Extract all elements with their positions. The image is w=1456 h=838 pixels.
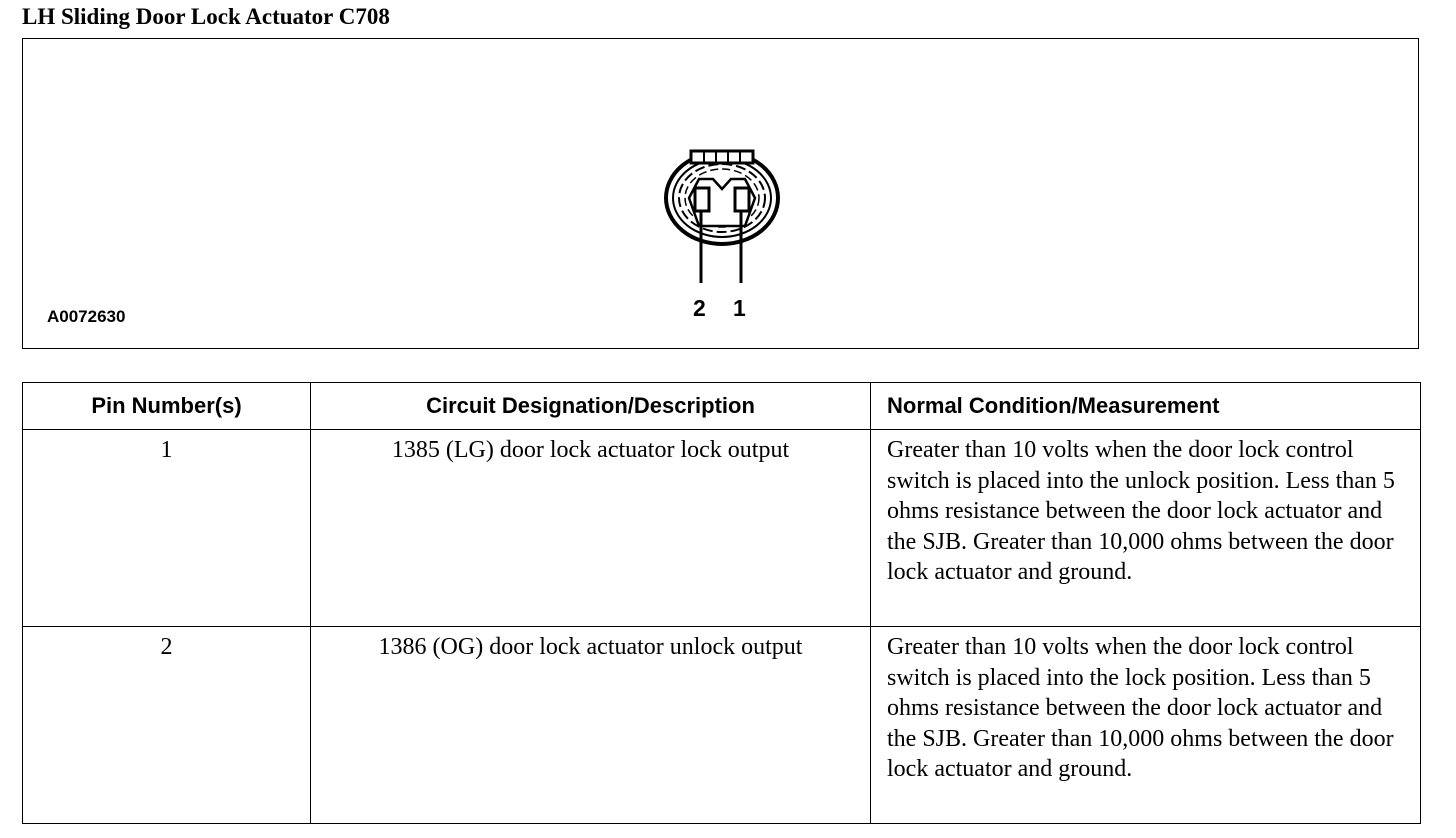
connector-figure — [22, 38, 1419, 349]
pinout-table — [22, 382, 1421, 824]
pin-cell: 2 — [23, 627, 311, 824]
table-header-row — [23, 383, 1421, 430]
table-row — [23, 430, 1421, 627]
header-pin: Pin Number(s) — [23, 383, 311, 430]
connector-c708-diagram — [23, 39, 1418, 348]
figure-id: A0072630 — [47, 307, 126, 326]
pin-cell: 1 — [23, 430, 311, 627]
header-circuit: Circuit Designation/Description — [311, 383, 871, 430]
header-condition: Normal Condition/Measurement — [871, 383, 1421, 430]
pin-label-1: 1 — [733, 295, 746, 321]
pin-label-2: 2 — [693, 295, 706, 321]
page-title: LH Sliding Door Lock Actuator C708 — [22, 4, 390, 29]
circuit-cell: 1385 (LG) door lock actuator lock output — [311, 430, 871, 627]
condition-cell: Greater than 10 volts when the door lock control switch is placed into the unlock position. Less than 5 ohms resistance between the door lock actuator and the SJB. Greater than 10,000 ohms between the door lock actuator and ground. — [871, 430, 1421, 627]
table-row — [23, 627, 1421, 824]
condition-cell: Greater than 10 volts when the door lock control switch is placed into the lock position. Less than 5 ohms resistance between the door lock actuator and the SJB. Greater than 10,000 ohms between the door lock actuator and ground. — [871, 627, 1421, 824]
circuit-cell: 1386 (OG) door lock actuator unlock output — [311, 627, 871, 824]
